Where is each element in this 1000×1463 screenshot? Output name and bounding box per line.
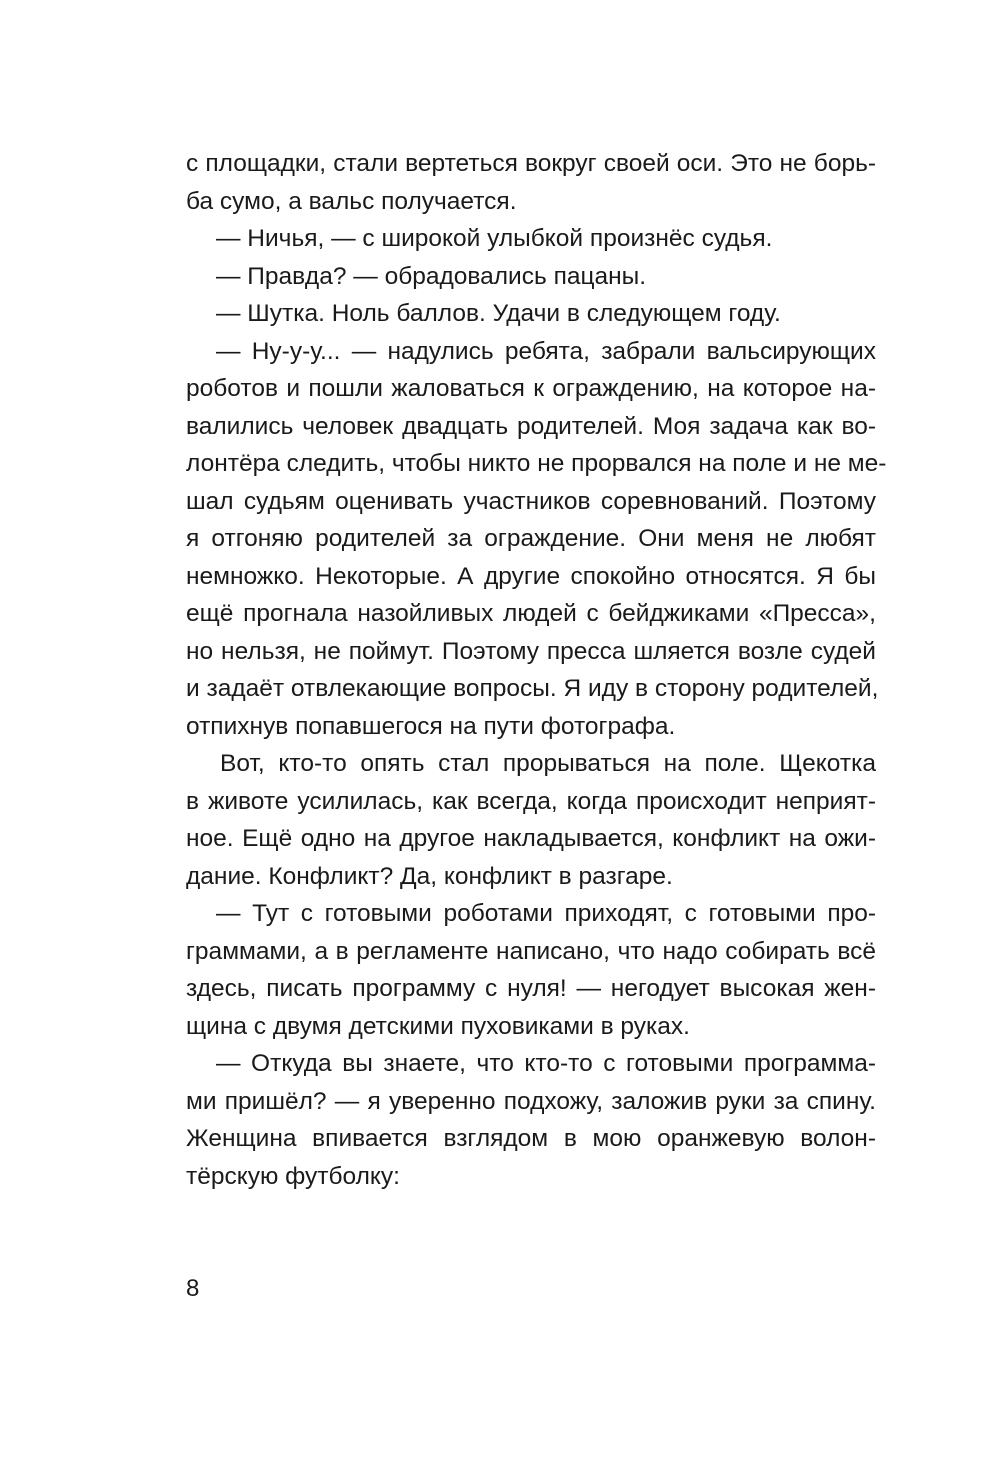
text-line: но нельзя, не поймут. Поэтому пресса шляется возле судей — [186, 637, 876, 665]
page-body-text — [186, 145, 887, 1195]
text-line: ми пришёл? — я уверенно подхожу, заложив руки за спину. — [186, 1087, 876, 1115]
text-line: граммами, а в регламенте написано, что надо собирать всё — [186, 937, 876, 965]
text-line: валились человек двадцать родителей. Моя задача как во- — [186, 412, 876, 440]
dialogue-line: — Ничья, — с широкой улыбкой произнёс судья. — [216, 225, 773, 252]
text-line: здесь, писать программу с нуля! — негодует высокая жен- — [186, 975, 876, 1002]
text-line: роботов и пошли жаловаться к ограждению, на которое на- — [186, 375, 876, 402]
text-line: в животе усилилась, как всегда, когда происходит неприят- — [186, 787, 876, 815]
text-line: ещё прогнала назойливых людей с бейджиками «Пресса», — [186, 600, 876, 627]
text-line: и задаёт отвлекающие вопросы. Я иду в сторону родителей, — [186, 675, 879, 702]
text-line: щина с двумя детскими пуховиками в руках. — [186, 1012, 690, 1040]
text-line: Женщина впивается взглядом в мою оранжевую волон- — [186, 1125, 876, 1152]
text-line: я отгоняю родителей за ограждение. Они меня не любят — [186, 525, 876, 552]
dialogue-line: — Шутка. Ноль баллов. Удачи в следующем году. — [216, 300, 781, 327]
dialogue-line: — Ну-у-у... — надулись ребята, забрали вальсирующих — [216, 337, 876, 365]
text-line: немножко. Некоторые. А другие спокойно относятся. Я бы — [186, 562, 876, 590]
text-line: лонтёра следить, чтобы никто не прорвался на поле и не ме- — [186, 450, 887, 477]
text-line: ное. Ещё одно на другое накладывается, конфликт на ожи- — [186, 825, 876, 852]
text-line: тёрскую футболку: — [186, 1162, 400, 1190]
dialogue-line: — Тут с готовыми роботами приходят, с готовыми про- — [216, 900, 876, 927]
dialogue-line: — Правда? — обрадовались пацаны. — [216, 262, 647, 290]
dialogue-line: — Откуда вы знаете, что кто-то с готовыми программа- — [216, 1050, 876, 1077]
text-line: Вот, кто-то опять стал прорываться на поле. Щекотка — [220, 750, 876, 777]
text-line: отпихнув попавшегося на пути фотографа. — [186, 712, 676, 740]
text-line: шал судьям оценивать участников соревнований. Поэтому — [186, 487, 876, 515]
page-number: 8 — [186, 1275, 200, 1302]
text-line: дание. Конфликт? Да, конфликт в разгаре. — [186, 862, 673, 890]
text-line: с площадки, стали вертеться вокруг своей оси. Это не борь- — [186, 150, 876, 177]
text-line: ба сумо, а вальс получается. — [186, 187, 517, 215]
